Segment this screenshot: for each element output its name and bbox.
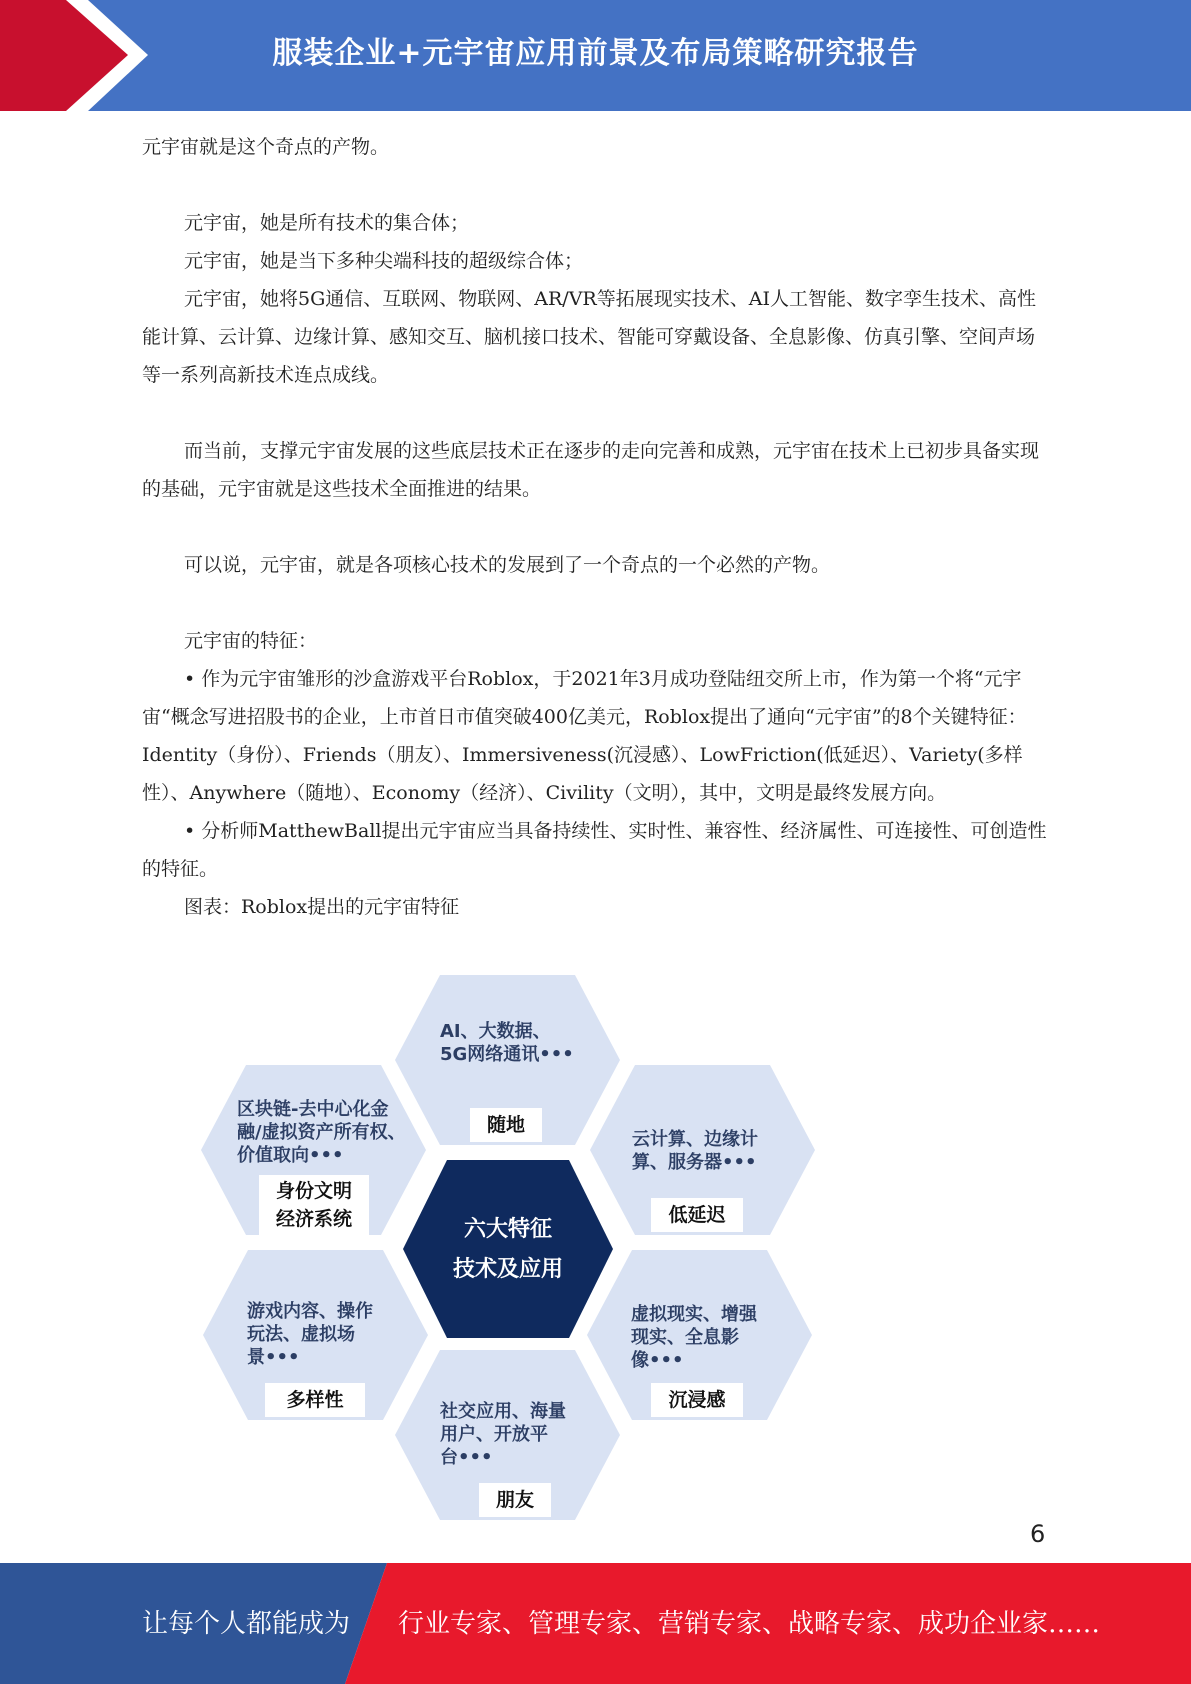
hex-top-left-text: 区块链-去中心化金 融/虚拟资产所有权、 价值取向•••: [237, 1099, 406, 1166]
page-number: 6: [1030, 1520, 1046, 1548]
paragraph: 而当前，支撑元宇宙发展的这些底层技术正在逐步的走向完善和成熟，元宇宙在技术上已初步具备实现的基础，元宇宙就是这些技术全面推进的结果。: [142, 440, 1040, 500]
hex-top-right-label: 低延迟: [651, 1198, 743, 1232]
paragraph: • 作为元宇宙雏形的沙盒游戏平台Roblox，于2021年3月成功登陆纽交所上市，作为第一个将“元宇宙“概念写进招股书的企业，上市首日市值突破400亿美元，Roblox提出了通向“元宇宙”的8个关键特征：Identity（身份）、Friends（朋友）、Immersiveness(沉浸感）、LowFriction(低延迟）、Variety(多样性）、Anywhere（随地）、Economy（经济）、Civility（文明），其中，文明是最终发展方向。: [142, 668, 1027, 804]
document-body: [142, 128, 1047, 926]
hex-bottom-left-text: 游戏内容、操作 玩法、虚拟场 景•••: [247, 1301, 373, 1368]
hexagon-diagram: [195, 970, 830, 1525]
hex-bottom-text: 社交应用、海量 用户、开放平 台•••: [440, 1401, 566, 1468]
hex-top-right-text: 云计算、边缘计 算、服务器•••: [632, 1129, 758, 1173]
paragraph: 元宇宙，她将5G通信、互联网、物联网、AR/VR等拓展现实技术、AI人工智能、数字孪生技术、高性能计算、云计算、边缘计算、感知交互、脑机接口技术、智能可穿戴设备、全息影像、仿真引擎、空间声场等一系列高新技术连点成线。: [142, 288, 1036, 386]
hex-bottom-right-text: 虚拟现实、增强 现实、全息影 像•••: [631, 1304, 757, 1371]
figure-caption: 图表：Roblox提出的元宇宙特征: [184, 896, 460, 918]
paragraph: 元宇宙，她是所有技术的集合体；: [184, 212, 470, 234]
footer-slogan-left: 让每个人都能成为: [142, 1609, 351, 1639]
hex-bottom-right-label: 沉浸感: [651, 1383, 743, 1417]
hex-top-text: AI、大数据、 5G网络通讯•••: [440, 1021, 574, 1065]
footer-slogan-right: 行业专家、管理专家、营销专家、战略专家、成功企业家……: [398, 1609, 1101, 1639]
paragraph: 元宇宙的特征：: [184, 630, 318, 652]
paragraph: 元宇宙，她是当下多种尖端科技的超级综合体；: [184, 250, 584, 272]
hex-bottom-left-label: 多样性: [265, 1383, 365, 1417]
page-footer: [0, 1563, 1191, 1684]
hex-center-text: 六大特征 技术及应用: [452, 1217, 563, 1282]
page-header: [0, 0, 1191, 111]
paragraph: 可以说，元宇宙，就是各项核心技术的发展到了一个奇点的一个必然的产物。: [184, 554, 831, 576]
hex-top-left-label: 身份文明 经济系统: [259, 1175, 369, 1237]
hex-bottom-label: 朋友: [479, 1483, 551, 1517]
paragraph: 元宇宙就是这个奇点的产物。: [142, 136, 390, 158]
paragraph: • 分析师MatthewBall提出元宇宙应当具备持续性、实时性、兼容性、经济属性、可连接性、可创造性的特征。: [142, 820, 1047, 880]
header-title: 服装企业+元宇宙应用前景及布局策略研究报告: [272, 36, 919, 71]
hex-top-label: 随地: [470, 1108, 542, 1142]
